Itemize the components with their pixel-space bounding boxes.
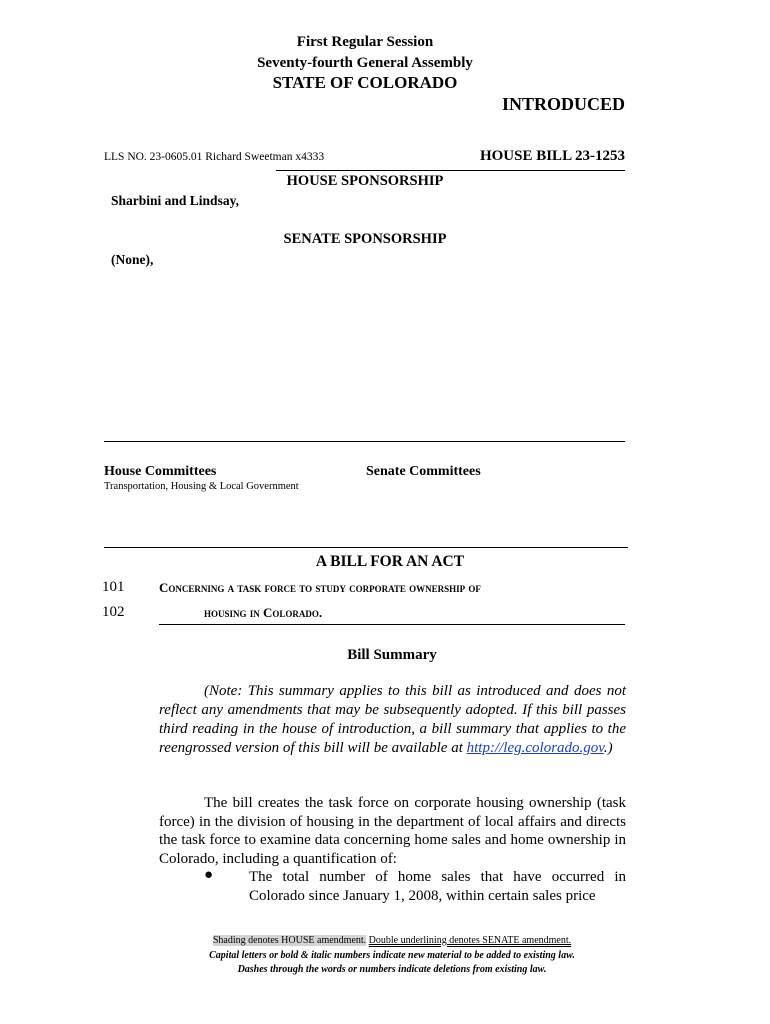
- committees-top-rule: [104, 441, 625, 442]
- footer-amendment-legend: [0, 935, 770, 946]
- house-sponsorship-heading: HOUSE SPONSORSHIP: [286, 173, 444, 189]
- summary-note-end: .): [603, 740, 613, 756]
- bill-title-line1: Concerning a task force to study corporate ownership of: [159, 580, 481, 595]
- senate-committees-heading: Senate Committees: [366, 464, 481, 479]
- footer-underline-note: Double underlining denotes SENATE amendment.: [368, 935, 572, 946]
- bill-title-bottom-rule: [159, 624, 625, 625]
- bullet-icon: ●: [204, 867, 214, 883]
- bill-number: HOUSE BILL 23-1253: [479, 148, 625, 164]
- lls-number: LLS NO. 23-0605.01 Richard Sweetman x4333: [104, 151, 325, 163]
- line-number-101: 101: [102, 579, 125, 595]
- senate-sponsors: (None),: [111, 252, 154, 267]
- line-number-102: 102: [102, 604, 125, 620]
- summary-paragraph: [159, 794, 626, 868]
- summary-bullet1: The total number of home sales that have occurred in Colorado since January 1, 2008, within certain sales price: [249, 869, 626, 904]
- assembly-label: Seventy-fourth General Assembly: [257, 55, 473, 71]
- bill-title-top-rule: [104, 547, 628, 548]
- bill-summary-heading: Bill Summary: [347, 647, 437, 663]
- summary-note-text: (Note: This summary applies to this bill as introduced and does not reflect any amendments that may be subsequently adopted. If this bill passes third reading in the house of introduction, a bill summary that applies to the reengrossed version of this bill will be available at: [159, 683, 626, 756]
- senate-sponsorship-heading: SENATE SPONSORSHIP: [283, 231, 447, 247]
- state-label: STATE OF COLORADO: [272, 73, 458, 92]
- house-committees-list: Transportation, Housing & Local Government: [104, 481, 299, 492]
- footer-shading-note: Shading denotes HOUSE amendment.: [212, 935, 367, 946]
- bill-for-act-heading: A BILL FOR AN ACT: [315, 553, 465, 570]
- leg-colorado-link[interactable]: http://leg.colorado.gov: [466, 740, 604, 756]
- house-committees-heading: House Committees: [104, 464, 217, 479]
- status-label: INTRODUCED: [501, 94, 625, 114]
- summary-note: [159, 682, 626, 758]
- house-sponsors: Sharbini and Lindsay,: [111, 193, 239, 208]
- footer-deletion-note: Dashes through the words or numbers indicate deletions from existing law.: [237, 964, 547, 975]
- bill-number-rule: [276, 170, 625, 171]
- bill-title-line2: housing in Colorado.: [204, 605, 323, 620]
- session-label: First Regular Session: [296, 34, 434, 50]
- footer-new-material-note: Capital letters or bold & italic numbers indicate new material to be added to existing law.: [209, 950, 575, 961]
- summary-para1: The bill creates the task force on corporate housing ownership (task force) in the division of housing in the department of local affairs and directs the task force to examine data concerning home sales and home ownership in Colorado, including a quantification of:: [159, 795, 626, 867]
